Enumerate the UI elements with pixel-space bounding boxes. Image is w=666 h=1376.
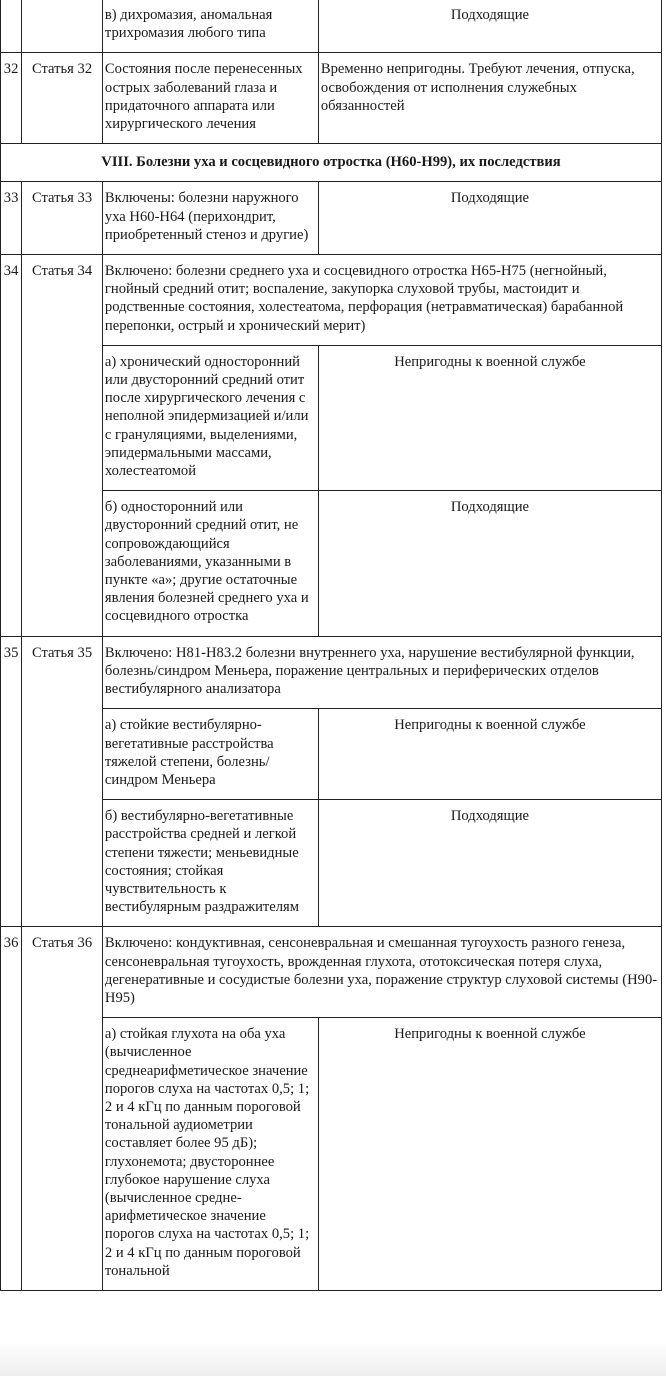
article-cell [22,0,103,53]
table-row [1,53,662,144]
article-scope-description: Включено: H81-H83.2 болезни внутреннего уха, нарушение вестибулярной функции, болезнь/синдром Меньера, поражение центральных и периферических отделов вестибулярного анализатора [102,636,661,709]
section-title: VIII. Болезни уха и сосцевидного отростка (H60-H99), их последствия [1,144,662,182]
fitness-category: Непригодны к военной службе [318,709,661,800]
row-number: 35 [1,636,22,927]
scroll-fade-overlay [0,1342,666,1376]
condition-description: б) вестибулярно-вегетативные расстройства средней и легкой степени тяжести; меньевидные состояния; стойкая чувствительность к вестибулярным раздражителям [102,800,318,927]
row-number: 36 [1,927,22,1291]
row-number: 32 [1,53,22,144]
fitness-category: Непригодны к военной службе [318,1018,661,1291]
condition-description: а) стойкая глухота на оба уха (вычисленное среднеарифметическое значение порогов слуха на частотах 0,5; 1; 2 и 4 кГц по данным пороговой тональной аудиометрии составляет более 95 дБ); глухонемота; двустороннее глубокое нарушение слуха (вычисленное средне-арифметическое значение порогов слуха на частотах 0,5; 1; 2 и 4 кГц по данным пороговой тональной [102,1018,318,1291]
article-label: Статья 32 [22,53,103,144]
row-number: 33 [1,182,22,255]
table-row [1,255,662,346]
condition-description: Включены: болезни наружного уха H60-H64 (перихондрит, приобретенный стеноз и другие) [102,182,318,255]
fitness-category: Подходящие [318,0,661,53]
table-row [1,636,662,709]
condition-description: б) односторонний или двусторонний средний отит, не сопровождающийся заболеваниями, указанными в пункте «а»; другие остаточные явления болезней среднего уха и сосцевидного отростка [102,491,318,636]
fitness-category: Подходящие [318,182,661,255]
condition-description: а) стойкие вестибулярно-вегетативные расстройства тяжелой степени, болезнь/синдром Меньера [102,709,318,800]
condition-description: а) хронический односторонний или двусторонний средний отит после хирургического лечения с неполной эпидермизацией и/или с грануляциями, выделениями, эпидермальными массами, холестеатомой [102,345,318,490]
article-label: Статья 36 [22,927,103,1291]
article-label: Статья 34 [22,255,103,637]
fitness-category: Временно непригодны. Требуют лечения, отпуска, освобождения от исполнения служебных обязанностей [318,53,661,144]
row-number-cell [1,0,22,53]
table-row [1,182,662,255]
fitness-category: Подходящие [318,800,661,927]
article-label: Статья 35 [22,636,103,927]
table-row [1,0,662,53]
condition-description: Состояния после перенесенных острых заболеваний глаза и придаточного аппарата или хирургического лечения [102,53,318,144]
row-number: 34 [1,255,22,637]
fitness-category: Подходящие [318,491,661,636]
article-label: Статья 33 [22,182,103,255]
fitness-category: Непригодны к военной службе [318,345,661,490]
article-scope-description: Включено: кондуктивная, сенсоневральная и смешанная тугоухость разного генеза, сенсоневральная тугоухость, врожденная глухота, ототоксическая потеря слуха, дегенеративные и сосудистые болезни уха, поражение структур слуховой системы (H90-H95) [102,927,661,1018]
table-row [1,927,662,1018]
section-header-row [1,144,662,182]
condition-description: в) дихромазия, аномальная трихромазия любого типа [102,0,318,53]
article-scope-description: Включено: болезни среднего уха и сосцевидного отростка H65-H75 (негнойный, гнойный средний отит; воспаление, закупорка слуховой трубы, мастоидит и родственные состояния, холестеатома, перфорация (нетравматическая) барабанной перепонки, острый и хронический мерит) [102,255,661,346]
